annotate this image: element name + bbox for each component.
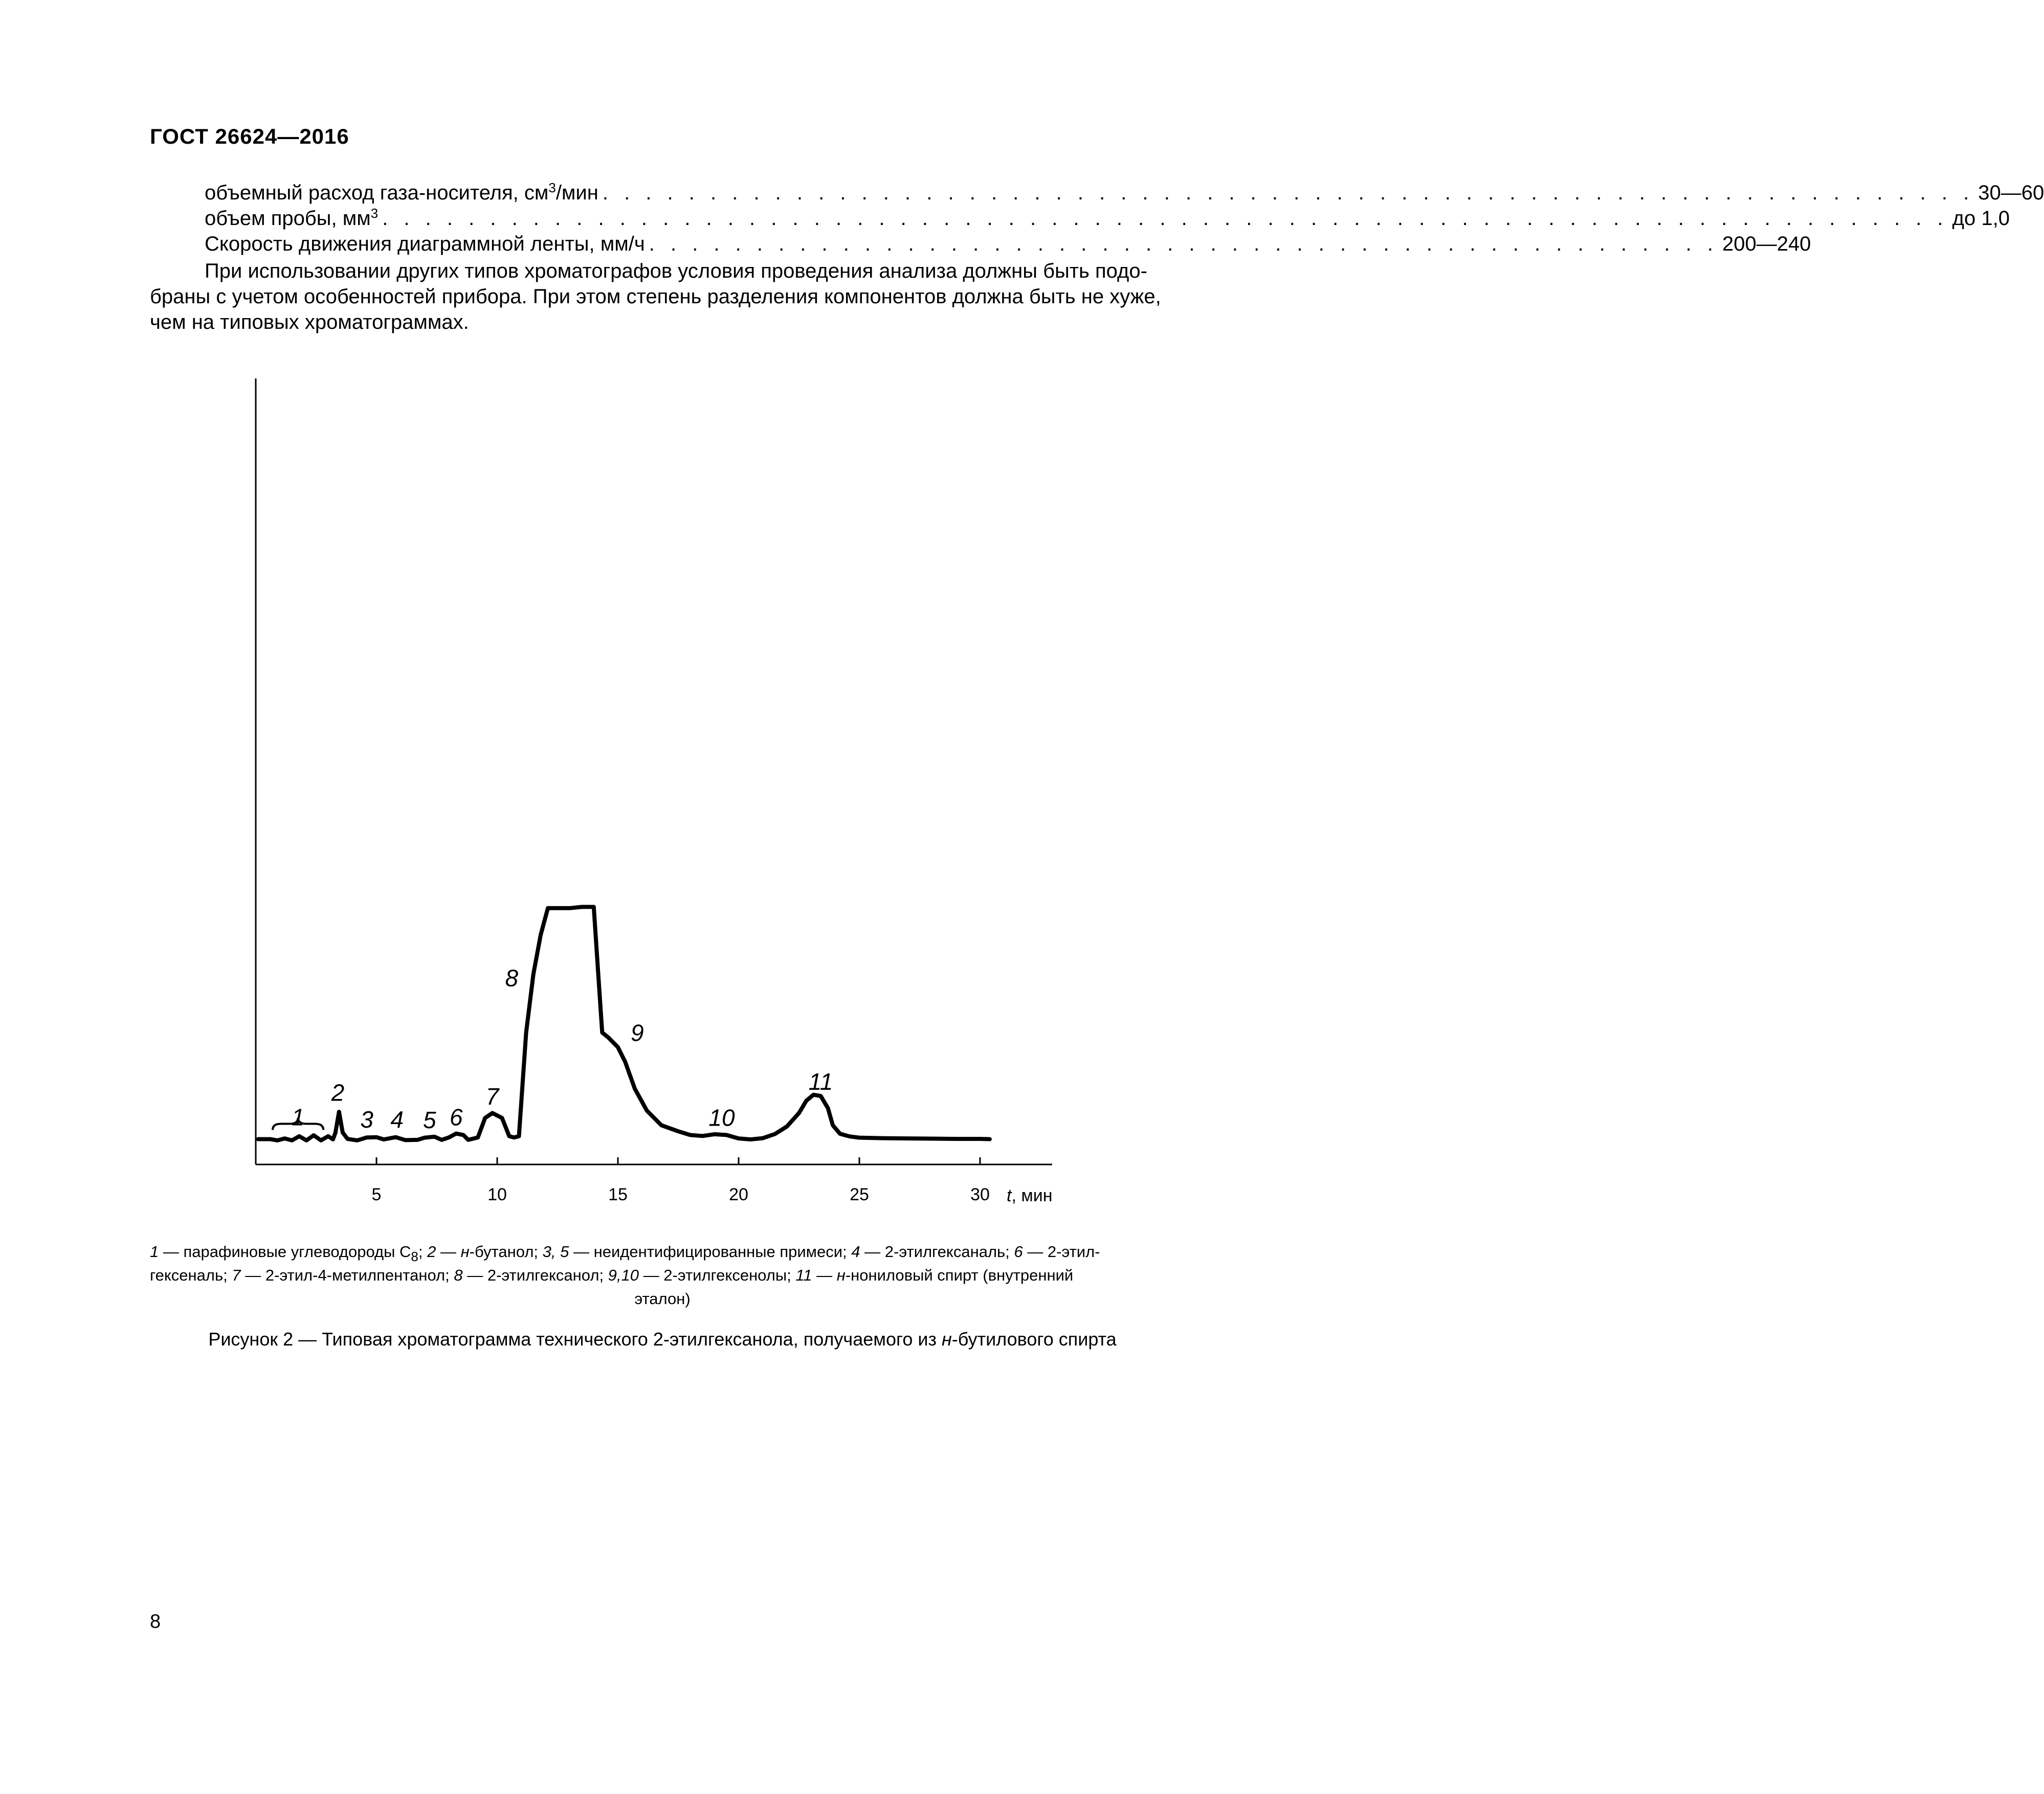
x-tick-label: 10 — [487, 1185, 507, 1204]
text-run: -бутанол; — [469, 1243, 543, 1261]
text-run: -нониловый спирт (внутренний — [845, 1266, 1074, 1284]
italic-text: 1 — [150, 1243, 159, 1261]
peak-label-5: 5 — [423, 1107, 436, 1134]
italic-text: 3, 5 — [542, 1243, 569, 1261]
chromatogram-trace — [258, 907, 990, 1140]
text-run: — — [436, 1243, 461, 1261]
italic-text: н — [941, 1329, 952, 1350]
peak-label-2: 2 — [331, 1079, 345, 1106]
text-run: — 2-этилгексаналь; — [860, 1243, 1014, 1261]
italic-text: 7 — [232, 1266, 241, 1284]
italic-text: 6 — [1014, 1243, 1023, 1261]
peak-label-6: 6 — [449, 1104, 463, 1131]
peak-label-9: 9 — [630, 1019, 644, 1046]
chromatogram-chart — [0, 0, 1269, 1238]
param-value: 30—60 — [1978, 182, 2044, 204]
page-number: 8 — [150, 1611, 161, 1632]
text-run: -бутилового спирта — [951, 1329, 1117, 1350]
text-run: — 2-этил- — [1023, 1243, 1100, 1261]
italic-text: н — [460, 1243, 470, 1261]
italic-text: 2 — [427, 1243, 436, 1261]
x-axis-label: t, мин — [1007, 1186, 1053, 1205]
legend-line — [150, 1264, 1175, 1287]
peak-label-11: 11 — [808, 1068, 833, 1095]
leader-dots: . . . . . . . . . . . . . . . . . . . . . . . . . . . . . . . . . . . . . . . . . . . . . . . . . . . . . . . . . . . . . . . . — [602, 182, 1974, 204]
italic-text: н — [836, 1266, 846, 1284]
paragraph-line: При использовании других типов хроматографов условия проведения анализа должны быть подо- — [205, 260, 1147, 282]
text-run: — 2-этилгексенолы; — [639, 1266, 796, 1284]
leader-dots: . . . . . . . . . . . . . . . . . . . . . . . . . . . . . . . . . . . . . . . . . . . . . . . . . . — [649, 233, 1718, 255]
italic-text: 8 — [454, 1266, 463, 1284]
peak-label-1: 1 — [291, 1104, 305, 1131]
italic-text: 11 — [795, 1266, 812, 1284]
figure-caption — [150, 1329, 1175, 1350]
text-run: гексеналь; — [150, 1266, 232, 1284]
paragraph-line: браны с учетом особенностей прибора. При этом степень разделения компонентов должна быть не хуже, — [150, 285, 1161, 308]
x-tick-label: 5 — [371, 1185, 382, 1204]
x-tick-label: 15 — [608, 1185, 628, 1204]
peak-label-3: 3 — [360, 1106, 373, 1133]
peak-label-4: 4 — [390, 1106, 404, 1133]
x-tick-label: 30 — [970, 1185, 990, 1204]
x-tick-label: 25 — [850, 1185, 869, 1204]
italic-text: 4 — [851, 1243, 860, 1261]
leader-dots: . . . . . . . . . . . . . . . . . . . . . . . . . . . . . . . . . . . . . . . . . . . . . . . . . . . . . . . . . . . . . . . . . . . . . . . . . — [382, 207, 1948, 230]
text-run: — 2-этилгексанол; — [462, 1266, 608, 1284]
figure-legend — [150, 1240, 1175, 1311]
param-label: Скорость движения диаграммной ленты, мм/ч — [205, 233, 645, 255]
peak-label-8: 8 — [505, 965, 519, 992]
text-run: эталон) — [634, 1290, 691, 1308]
peak-label-10: 10 — [708, 1104, 735, 1131]
peak-label-7: 7 — [485, 1083, 499, 1110]
legend-line — [150, 1240, 1175, 1264]
param-label: объем пробы, $мм^3$ — [205, 206, 379, 230]
legend-line — [150, 1287, 1175, 1311]
subscript-text: 8 — [411, 1249, 418, 1264]
text-run: — неидентифицированные примеси; — [569, 1243, 852, 1261]
text-run: Рисунок 2 — Типовая хроматограмма технического 2-этилгексанола, получаемого из — [208, 1329, 942, 1350]
paragraph-line: чем на типовых хроматограммах. — [150, 311, 469, 333]
text-run: ; — [418, 1243, 428, 1261]
document-header: ГОСТ 26624—2016 — [150, 124, 349, 148]
x-tick-label: 20 — [729, 1185, 748, 1204]
param-value: до 1,0 — [1952, 207, 2010, 230]
text-run: — 2-этил-4-метилпентанол; — [240, 1266, 454, 1284]
italic-text: 9,10 — [608, 1266, 639, 1284]
text-run: — парафиновые углеводороды С — [159, 1243, 411, 1261]
param-label: объемный расход газа-носителя, $см^3$/мин — [205, 180, 598, 204]
text-run: — — [812, 1266, 837, 1284]
param-value: 200—240 — [1722, 233, 1811, 255]
